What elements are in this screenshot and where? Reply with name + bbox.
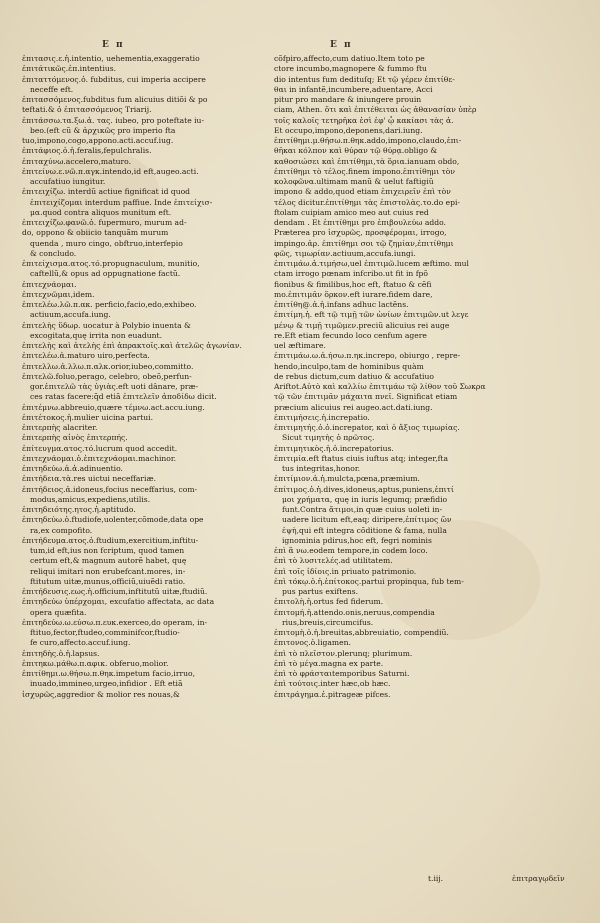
entry-line: ἐπιτηδεύω.ὁ.ftudiofe,uolenter,cõmode,data ope [22, 515, 204, 525]
entry-line: ἐπὶ ἃ νω.eodem tempore,in codem loco. [274, 546, 428, 555]
entry-line: ἐπιτομὴ.ὁ.ἡ.breuitas,abbreuiatio, compendiũ. [274, 628, 449, 637]
entry-line: ra,ex compofito. [30, 525, 93, 535]
entry-line: ἐπιτίθημι τὸ τέλος.finem impono.ἐπιτίθημι τὸν [274, 166, 455, 176]
entry-line: ἐπιτερπὴς αἰνὸς ἐπιτερπής. [22, 433, 128, 443]
signature-mark: t.iij. [428, 874, 444, 883]
entry-line: ftitutum uitæ,munus,officiũ,uiuẽdi ratio. [30, 576, 186, 586]
entry-line: inuado,immineo,urgeo,infidior . Eft etiã [30, 679, 183, 689]
entry-line: * fionibus & fimilibus,hoc eft, ftatuo & cẽfi [274, 280, 524, 290]
entry-line: & concludo. [30, 248, 77, 258]
entry-line: ἐπιτερπὴς alacriter. [22, 423, 98, 432]
entry-line: ἐπιτίθη@.ἀ.ἡ.infans adhuc lactẽns. [274, 300, 409, 309]
entry-line: ftituo,fector,ftudeo,comminifcor,ftudio- [30, 628, 180, 637]
entry-line: * ἐπιτεχνάομαι. [22, 280, 268, 290]
entry-line: gor.ἐπιτελῶ τὰς ὑγιὰς.eft uoti dânare, præ- [30, 382, 199, 391]
entry-line: mo.ἐπιτιμᾶν ὅρκον.eft iurare.fidem dare, [274, 289, 433, 299]
entry-line: ignominia pdirus,hoc eft, fegri nominis [282, 535, 432, 545]
entry-line: ἐπιτονος.ὁ.ligamen. [274, 638, 351, 648]
entry-line: ces ratas facere:q̃d etiã ἐπιτελεῖν ἀποδίδω dicit. [30, 392, 217, 402]
entry-line: * ἐπιταττόμενος.ὁ. fubditus, cui imperia accipere [22, 75, 268, 85]
entry-line: opera quæfita. [30, 607, 87, 617]
entry-line: quenda , muro cingo, obftruo,interfepio [30, 238, 183, 248]
entry-line: accufatiuo iungitur. [30, 177, 106, 186]
entry-line: ἐπιτολὴ.ἡ.ortus fed fiderum. [274, 597, 384, 607]
entry-line: hendo,inculpo,tam de hominibus quàm [274, 361, 424, 371]
entry-line: * ἐπιταχύνω.accelero,maturo. [22, 157, 268, 167]
entry-line: ἐπὶ τὸ φράσταιtemporibus Saturni. [274, 669, 410, 678]
entry-line: τῷ τῶν ἐπιτιμᾶν μάχαιτα πνεῖ. Significat etiam [274, 392, 458, 402]
entry-line: funt.Contra ἄτιμοι,in quæ cuius uoleti in- [282, 505, 443, 514]
entry-line: * ἐπιτηδειότης.ητος.ἡ.aptitudo. [22, 505, 268, 515]
entry-line: τέλος dicitur.ἐπιτίθημι τὰς ἐπιστολὰς.το.do epi- [274, 197, 460, 207]
entry-line: caftellũ,& opus ad oppugnatione factũ. [30, 269, 181, 279]
entry-line: ἐπιτελὴς καὶ ἀτελὴς ἐπὶ ἀπρακτοῖς.καὶ ἀτελῶς ἀγωνίαν. [22, 341, 242, 350]
entry-line: ἐπὶ τούτοις.inter hæc,ob hæc. [274, 679, 391, 689]
entry-line: ἐπιτίθημι.μ.θήσω.π.θηκ.addo,impono,claudo,ἐπι- [274, 136, 462, 145]
entry-line: ctore incumbo,magnopere & fummo ftu [274, 64, 427, 74]
entry-line: pitur pro mandare & iniungere prouin [274, 95, 422, 104]
entry-line: ἐπιτιμία.eft ftatus ciuis iuftus atq; integer,fta [274, 453, 449, 463]
entry-line: τοῖς καλοῖς τετηρῆκα ἐσὶ ἐφ' ᾧ κακίασι τὰς ἀ. [274, 115, 454, 125]
entry-line: ἐπιτομή.ἡ.attendo.onis,neruus,compendia [274, 607, 435, 617]
entry-line: ἐπιτελέω.λῶ.π.ακ. perficio,facio,edo,exhibeo. [22, 300, 197, 309]
entry-line: ἐπιτελέω.ἀ.maturo uiro,perfecta. [22, 351, 150, 361]
entry-line: ἐπιτέμνω.abbreuio,quære τέμνω.act.accu.iung. [22, 402, 205, 412]
entry-line: * do, oppono & obiicio tanquãm murum [22, 228, 268, 238]
entry-line: beo.(eft cũ & ἀρχικῶς pro imperio fta [30, 125, 176, 135]
entry-line: ἐπιτέτοκος.ἡ.mulier uicina partui. [22, 412, 154, 422]
entry-line: ἐπιτίθημι.ω.θήσω.π.θηκ.impetum facio,irruo, [22, 669, 195, 678]
entry-line: impono & addo,quod etiam ἐπιχειρεῖν ἐπὶ τὸν [274, 187, 451, 197]
entry-line: κολοφῶνα.ultimam manũ & uelut faftigiũ [274, 177, 434, 186]
entry-line: καθοσιώσει καὶ ἐπιτίθημι,τὰ ὅρια.ianuam obdo, [274, 156, 460, 166]
entry-line: μα.quod contra aliquos munitum eft. [30, 207, 172, 217]
entry-line: θαι in infantẽ,incumbere,aduentare, Acci [274, 84, 433, 94]
entry-line: μένῳ & τιμῇ τιμῶμεν.preciũ alicuius rei auge [274, 320, 450, 330]
entry-line: * ἐπιτίμη.ἡ. eft τῷ τιμῇ τῶν ὠνίων ἐπιτιμῶν.ut λεγε [274, 310, 524, 320]
entry-line: * ἐπιτιμητής.ὁ.ὁ.increpator, καὶ ὁ ἄξιος τιμωρίας. [274, 423, 524, 433]
entry-line: * ἐπίτιμος.ὁ.ἡ.dives,idoneus,aptus,puniens,ἐπιτί [274, 485, 524, 495]
entry-line: ftolam cuipiam amico meo aut cuius red [274, 207, 429, 217]
entry-line: * ἐπιτεχνῶμαι,idem. [22, 290, 268, 300]
entry-line: modus,amicus,expediens,utilis. [30, 494, 151, 504]
entry-line: ἐψὴ,qui eft integra cõditione & fama, nulla [282, 525, 447, 535]
entry-line: teftati.& ὁ ἐπιτασσόμενος Triarij. [22, 105, 152, 115]
entry-line: * Præterea pro ἰσχυρῶς, προσφέρομαι, irrogo, [274, 228, 524, 238]
entry-line: ἐπὶ τὸ λυσιτελές.ad utilitatem. [274, 556, 393, 566]
entry-line: * ἐπιτασσόμενος.fubditus fum alicuius ditiõi & po [22, 95, 268, 105]
entry-line: ἐπιτελῶ.foluo,perago, celebro, obeõ,perfun- [22, 371, 192, 381]
entry-line: uel æftimare. [274, 341, 326, 350]
entry-line: ἐπιτιμήσεις.ἡ.increpatio. [274, 412, 370, 422]
entry-line: ἐπιτάτικῶς.ἐπ.intentius. [22, 64, 117, 74]
entry-line: * ἐπίτευγμα.ατος.τό.lucrum quod accedit. [22, 444, 268, 454]
entry-line: ἐπιτειχίζω. interdũ actiue fignificat id quod [22, 187, 191, 197]
entry-line: ἐπὶ τὸ πλεῖστον.plerunq; plurimum. [274, 648, 413, 658]
entry-line: ctam irrogo pœnam infcribo.ut fit in fpõ [274, 269, 428, 279]
entry-line: ἐπιτήδεια.τὰ.res uictui neceffariæ. [22, 474, 157, 484]
entry-line: ἐπιτήδευμα.ατος.ὁ.ftudium,exercitium,inftitu- [22, 535, 199, 545]
entry-line: re.Eft etiam fecundo loco cenfum agere [274, 330, 427, 340]
entry-line: ἐπὶ τὸ μέγα.magna ex parte. [274, 658, 384, 668]
entry-line: ἐπιτηκω.μάθω.π.αφικ. obferuo,molior. [22, 658, 169, 668]
entry-line: θῆκαι κόλπον καὶ θύραν τῷ θύρᾳ.obligo & [274, 146, 438, 156]
entry-line: * ἐπιτείχισμα.ατος.τό.propugnaculum, munitio, [22, 259, 268, 269]
entry-line: ἐπιτελλω.ἀ.λλω.π.αλκ.orior,iubeo,committo. [22, 361, 194, 371]
entry-line: neceffe eft. [30, 84, 74, 94]
entry-line: * ἐπιτάσσω.τα.ξω.ἀ. τας. iubeo, pro poteftate iu- [22, 116, 268, 126]
entry-line: ἐπὶ τοῖς ἰδίοις.in priuato patrimonio. [274, 566, 417, 576]
entry-line: ἐπιτράγημα.ἐ.pitrageæ pifces. [274, 689, 391, 699]
entry-line: μοι χρήματα, quę in iuris legumq; præfidio [282, 494, 448, 504]
entry-line: præcium alicuius rei augeo.act.dati.iung. [274, 402, 433, 412]
entry-line: * ἐπιτηδεύω.ω.εύσω.π.ευκ.exerceo,do operam, in- [22, 618, 268, 628]
entry-line: cõfpiro,affecto,cum datiuo.Item toto pe [274, 54, 425, 63]
entry-line: φῶς, τιμωρίαν.actiuum,accufa.iungi. [274, 248, 416, 258]
entry-line: Et occupo,impono,deponens,dari.iung. [274, 125, 423, 135]
entry-line: impingo.ἀρ. ἐπιτίθημι σοι τῷ ζημίαν,ἐπιτίθημι [274, 238, 454, 248]
entry-line: rius,breuis,circumcifus. [282, 617, 374, 627]
entry-line: dio intentus fum dedituſq; Et τῷ γέρεν ἐπιτίθε- [274, 74, 455, 84]
entry-line: tum,id eft,ius non fcriptum, quod tamen [30, 546, 185, 555]
running-head-left: E π [102, 40, 125, 50]
entry-line: pus partus exiftens. [282, 587, 359, 596]
entry-line: excogitata,quę irrita non euadunt. [30, 330, 163, 340]
entry-line: Sicut τιμητὴς ὁ πρῶτος. [282, 433, 375, 443]
entry-line: * ἰσχυρῶς,aggredior & molior res nouas,& [22, 690, 268, 700]
right-column [274, 54, 524, 700]
entry-line: * de rebus dictum,cum datiuo & accufatiuo [274, 372, 524, 382]
entry-line: ἐπιτεχνάομαι.ὁ.ἐπιτεχνάομαι.machinor. [22, 453, 177, 463]
entry-line: * ἐπιτιμητικὸς.ἡ.ὁ.increpatorius. [274, 444, 524, 454]
entry-line: * ἐπιτελὴς ὕδωρ. uocatur à Polybio inuenta & [22, 321, 268, 331]
entry-line: reliqui imitari non erubefcant.mores, in- [30, 566, 186, 576]
entry-line: fe curo,affecto.accuf.iung. [30, 638, 131, 648]
entry-line: * ἐπιτιμάω.ἀ.τιμήσω,uel ἐπιτιμῶ.lucem æftimo. mul [274, 259, 524, 269]
entry-line: certum eft,& magnum autorẽ habet, quę [30, 556, 187, 566]
entry-line: ἐπιτειχίζομαι interdum paffiue. Inde ἐπιτείχισ- [30, 197, 213, 207]
entry-line: ἐπιτειχίζω.φανῶ.ὁ. fupermuro, murum ad- [22, 218, 187, 227]
entry-line: ἐπιτηδὴς.ὁ.ἡ.lapsus. [22, 648, 100, 658]
entry-line: ἐπιτήδευσις.εως.ἡ.officium,inftitutũ uitæ,ftudiũ. [22, 587, 208, 596]
entry-line: * ἐπιτήδειος.ἀ.idoneus,focius neceffarius, com- [22, 485, 268, 495]
entry-line: uadere licitum eft,eaq; diripere,ἐπίτιμος ὤν [282, 515, 452, 525]
entry-line: ἐπιτασις.ε.ἡ.intentio, uehementia,exaggeratio [22, 54, 200, 63]
catchword: ἐπιτραγῳδεῖν [512, 874, 565, 883]
entry-line: actiuum,accufa.iung. [30, 310, 111, 320]
entry-line: ἐπιτείνω.ε.νῶ.π.αγκ.intendo,id eft,augeo.acti. [22, 166, 199, 176]
entry-line: ἐπιτηδεύω.ἀ.ἀ.adinuentio. [22, 464, 123, 473]
running-head-right: E π [330, 40, 353, 50]
entry-line: ἐπιτίμιον.ἀ.ἡ.mulcta,pœna,præmium. [274, 474, 420, 484]
entry-line: Ariftot.Αὐτὸ καὶ καλλίω ἐπιτιμάω τῷ λίθον τοῦ Σωκρα [274, 382, 486, 391]
left-column [22, 54, 268, 700]
entry-line: ἐπιτηδεύω ὑπέρχομαι, excufatio affectata, ac data [22, 597, 215, 607]
entry-line: * ἐπιτάφιος.ὁ.ἡ.feralis,fepulchralis. [22, 146, 268, 156]
entry-line: ἐπὶ τόκῳ.ὁ.ἡ.ἐπίτοκος.partui propinqua, fub tem- [274, 576, 464, 586]
entry-line: tuo,impono,cogo,appono.acti.accuf.iug. [22, 136, 174, 145]
entry-line: ciam, Athen. ὅτι καὶ ἐπιτέθειται ὡς ἀθανασίαν ὑπὲρ [274, 105, 477, 115]
entry-line: dendam . Et ἐπιτίθημι pro ἐπιβουλεύω addo. [274, 218, 446, 227]
entry-line: * ἐπιτιμάω.ω.ἀ.ήσω.π.ηκ.increpo, obiurgo , repre- [274, 351, 524, 361]
entry-line: tus integritas,honor. [282, 464, 361, 473]
